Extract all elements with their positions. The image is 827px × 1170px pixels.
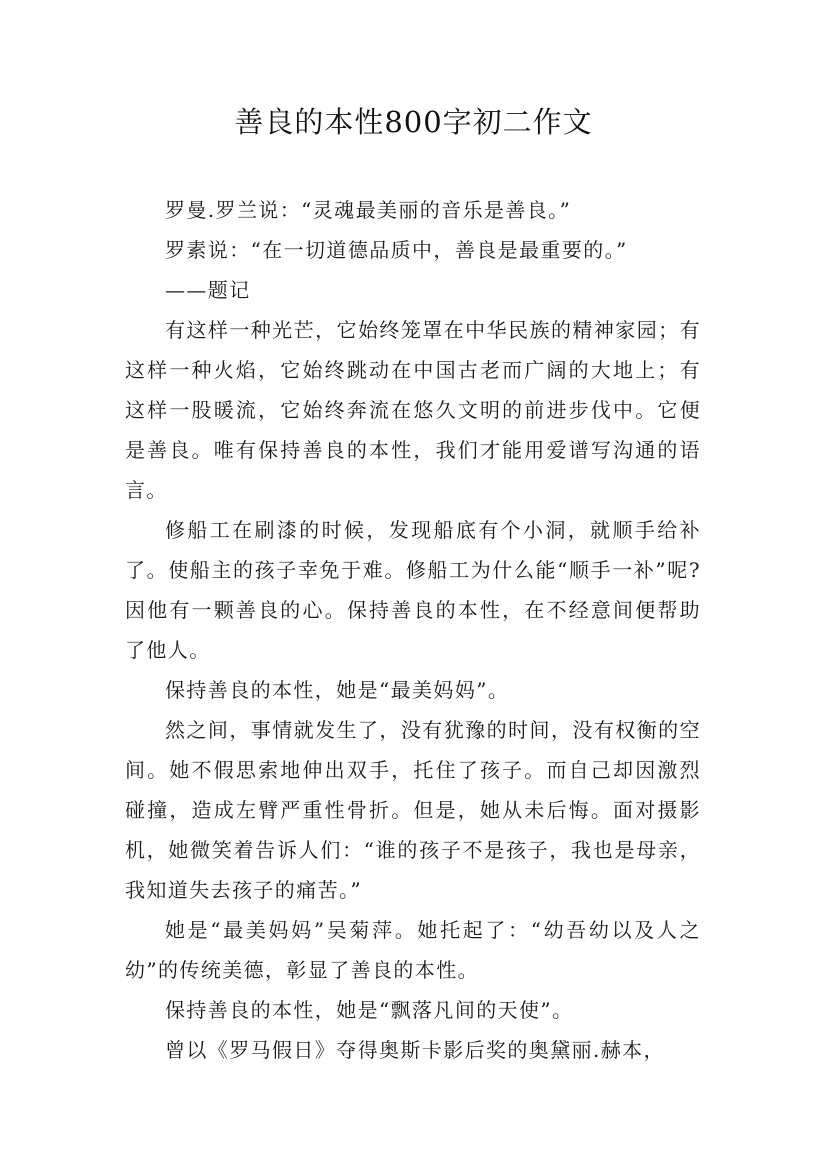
paragraph: 她是“最美妈妈”吴菊萍。她托起了：“幼吾幼以及人之幼”的传统美德，彰显了善良的本性。 (125, 918, 701, 982)
paragraph: 曾以《罗马假日》夺得奥斯卡影后奖的奥黛丽.赫本， (165, 1038, 665, 1062)
paragraph: 罗素说：“在一切道德品质中，善良是最重要的。” (165, 238, 628, 262)
paragraph: 保持善良的本性，她是“最美妈妈”。 (165, 678, 510, 702)
paragraph: 保持善良的本性，她是“飘落凡间的天使”。 (165, 998, 574, 1022)
document-title: 善良的本性800字初二作文 (234, 105, 593, 139)
paragraph: 罗曼.罗兰说：“灵魂最美丽的音乐是善良。” (165, 198, 572, 222)
document-body (125, 190, 701, 1070)
paragraph: 然之间，事情就发生了，没有犹豫的时间，没有权衡的空间。她不假思索地伸出双手，托住了孩子。而自己却因激烈碰撞，造成左臂严重性骨折。但是，她从未后悔。面对摄影机，她微笑着告诉人们：“谁的孩子不是孩子，我也是母亲，我知道失去孩子的痛苦。” (125, 718, 701, 902)
paragraph: 修船工在刷漆的时候，发现船底有个小洞，就顺手给补了。使船主的孩子幸免于难。修船工为什么能“顺手一补”呢?因他有一颗善良的心。保持善良的本性，在不经意间便帮助了他人。 (125, 518, 701, 662)
paragraph: ——题记 (165, 278, 251, 302)
paragraph: 有这样一种光芒，它始终笼罩在中华民族的精神家园；有这样一种火焰，它始终跳动在中国古老而广阔的大地上；有这样一股暖流，它始终奔流在悠久文明的前进步伐中。它便是善良。唯有保持善良的本性，我们才能用爱谱写沟通的语言。 (125, 318, 701, 502)
